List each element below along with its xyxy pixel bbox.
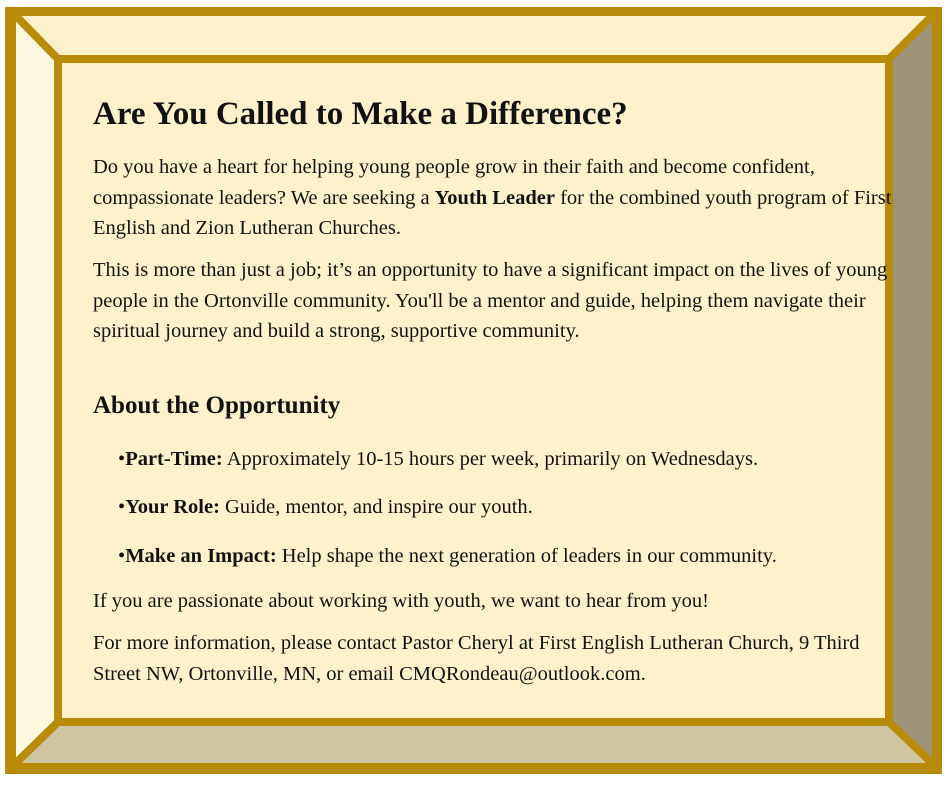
bullet-marker: • <box>118 448 126 470</box>
intro-text-end: for the combined youth program of First English and Zion Lutheran Churches. <box>93 186 892 239</box>
bullet-text: Guide, mentor, and inspire our youth. <box>219 496 533 518</box>
bevel-bottom <box>16 722 932 763</box>
bevel-right <box>889 16 932 763</box>
bullet-marker: • <box>118 545 126 567</box>
bullet-text: Approximately 10-15 hours per week, primarily on Wednesdays. <box>222 448 759 470</box>
bullet-label: Part-Time: <box>125 448 223 470</box>
intro-paragraph <box>93 152 893 244</box>
bullet-label: Make an Impact: <box>125 545 277 567</box>
bullet-text: Help shape the next generation of leaders in our community. <box>276 545 777 567</box>
impact-paragraph: This is more than just a job; it’s an opportunity to have a significant impact on the lives of young people in the Ortonville community. You'll be a mentor and guide, helping them navigate their spiritual journey and build a strong, supportive community. <box>93 259 888 342</box>
bullet-make-impact <box>118 541 777 571</box>
intro-emphasis: Youth Leader <box>434 186 555 209</box>
flyer-content <box>60 60 892 720</box>
closing-paragraph: If you are passionate about working with youth, we want to hear from you! <box>93 590 709 612</box>
bullet-your-role <box>118 492 533 522</box>
bevel-top <box>16 16 932 59</box>
bullet-part-time <box>118 444 758 474</box>
section-heading: About the Opportunity <box>93 392 341 419</box>
page-title: Are You Called to Make a Difference? <box>93 96 628 132</box>
contact-paragraph: For more information, please contact Pastor Cheryl at First English Lutheran Church, 9 Third Street NW, Ortonville, MN, or email CMQRondeau@outlook.com. <box>93 632 860 685</box>
intro-text-start: Do you have a heart for helping young people grow in their faith and become confident, compassionate leaders? We are seeking a <box>93 156 815 209</box>
bullet-label: Your Role: <box>125 496 220 518</box>
bullet-marker: • <box>118 496 126 518</box>
bevel-left <box>16 16 58 763</box>
